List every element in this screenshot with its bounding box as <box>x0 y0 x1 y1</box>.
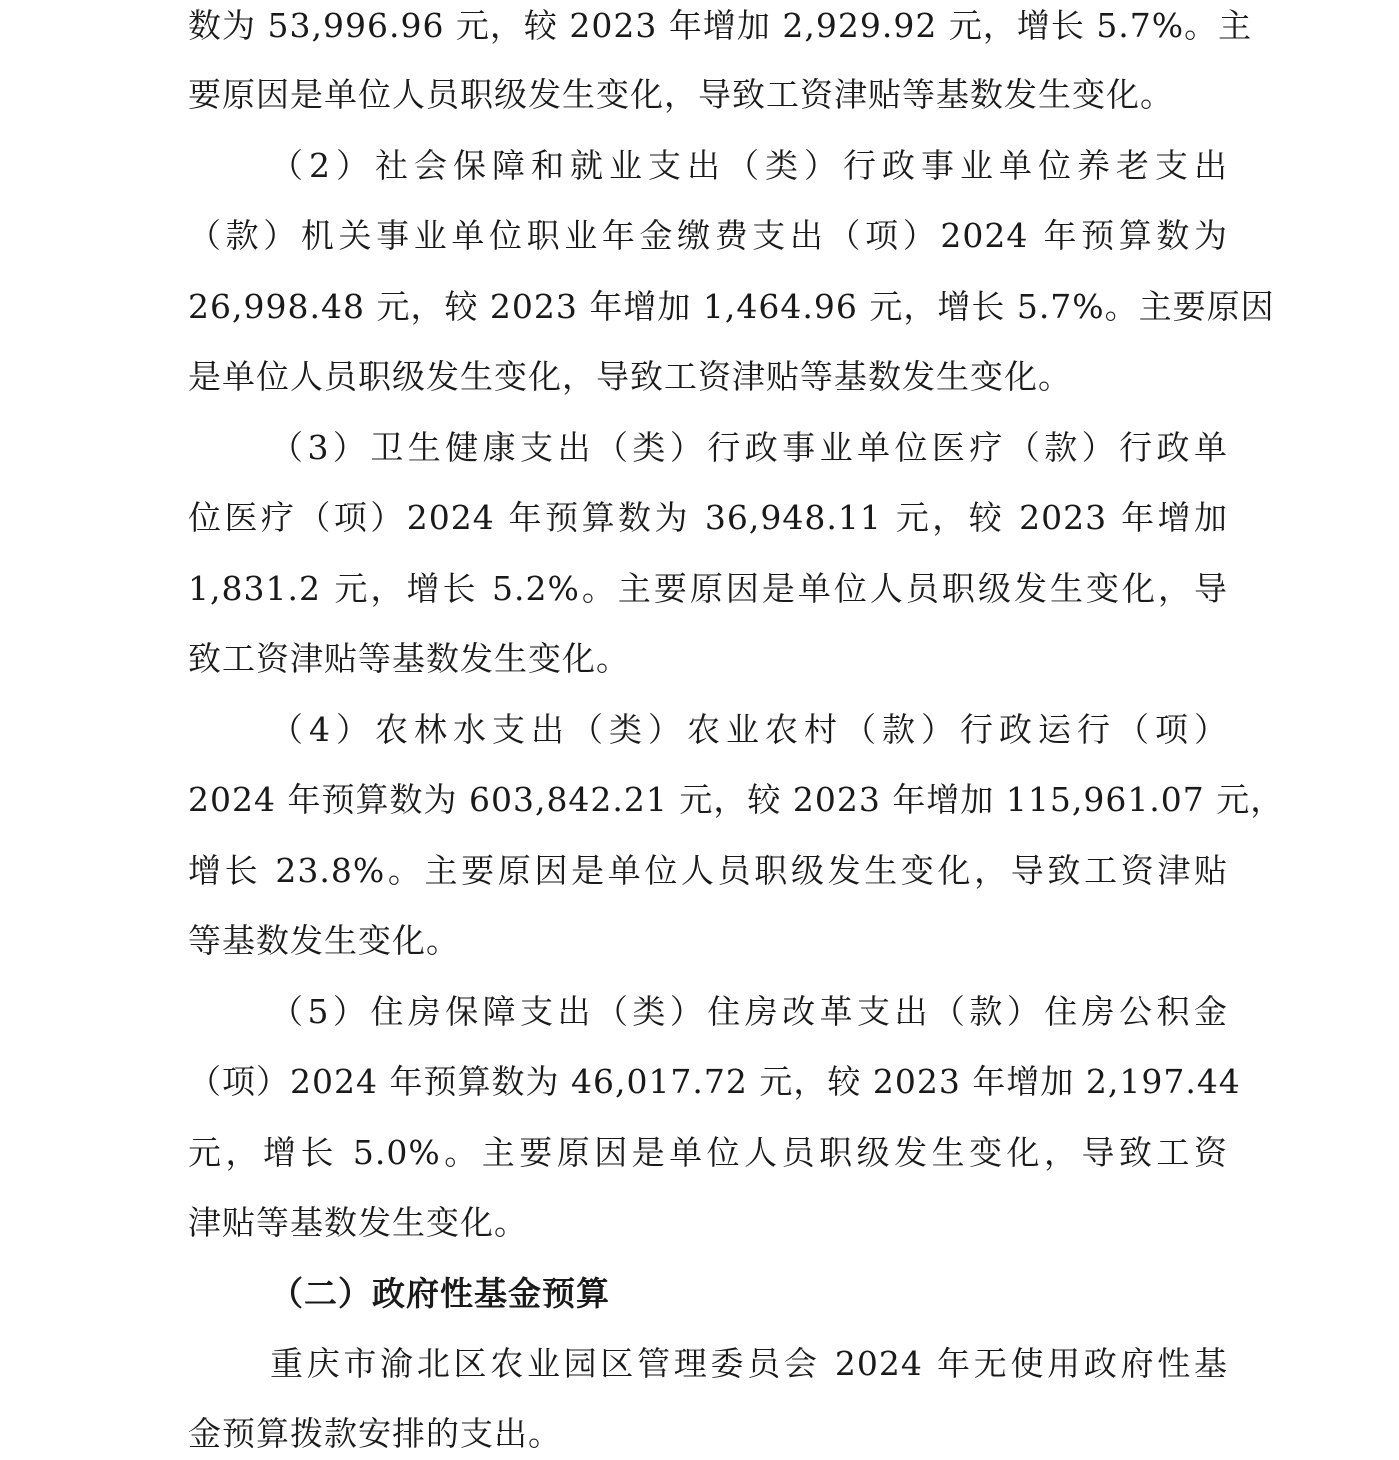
text-line: 增长 23.8%。主要原因是单位人员职级发生变化，导致工资津贴 <box>188 851 1228 890</box>
text-line: （2）社会保障和就业支出（类）行政事业单位养老支出 <box>270 146 1228 185</box>
text-line: 金预算拨款安排的支出。 <box>188 1414 562 1453</box>
text-line: 是单位人员职级发生变化，导致工资津贴等基数发生变化。 <box>188 357 1072 396</box>
text-line: （3）卫生健康支出（类）行政事业单位医疗（款）行政单 <box>270 428 1228 467</box>
text-line: 津贴等基数发生变化。 <box>188 1203 528 1242</box>
text-line: 元，增长 5.0%。主要原因是单位人员职级发生变化，导致工资 <box>188 1133 1228 1172</box>
text-line: 1,831.2 元，增长 5.2%。主要原因是单位人员职级发生变化，导 <box>188 569 1228 608</box>
text-line: （项）2024 年预算数为 46,017.72 元，较 2023 年增加 2,197.44 <box>188 1062 1241 1101</box>
text-line: （款）机关事业单位职业年金缴费支出（项）2024 年预算数为 <box>188 216 1228 255</box>
text-line: 重庆市渝北区农业园区管理委员会 2024 年无使用政府性基 <box>270 1344 1228 1383</box>
text-line: 位医疗（项）2024 年预算数为 36,948.11 元，较 2023 年增加 <box>188 498 1228 537</box>
text-line: 2024 年预算数为 603,842.21 元，较 2023 年增加 115,961.07 元， <box>188 780 1285 819</box>
text-line: 数为 53,996.96 元，较 2023 年增加 2,929.92 元，增长 5.7%。主 <box>188 6 1253 45</box>
text-line: 等基数发生变化。 <box>188 921 460 960</box>
text-line: （4）农林水支出（类）农业农村（款）行政运行（项） <box>270 710 1228 749</box>
text-line: （5）住房保障支出（类）住房改革支出（款）住房公积金 <box>270 992 1228 1031</box>
text-line: 26,998.48 元，较 2023 年增加 1,464.96 元，增长 5.7%。主要原因 <box>188 287 1275 326</box>
section-heading: （二）政府性基金预算 <box>270 1274 610 1313</box>
text-line: 致工资津贴等基数发生变化。 <box>188 639 630 678</box>
text-line: 要原因是单位人员职级发生变化，导致工资津贴等基数发生变化。 <box>188 75 1174 114</box>
